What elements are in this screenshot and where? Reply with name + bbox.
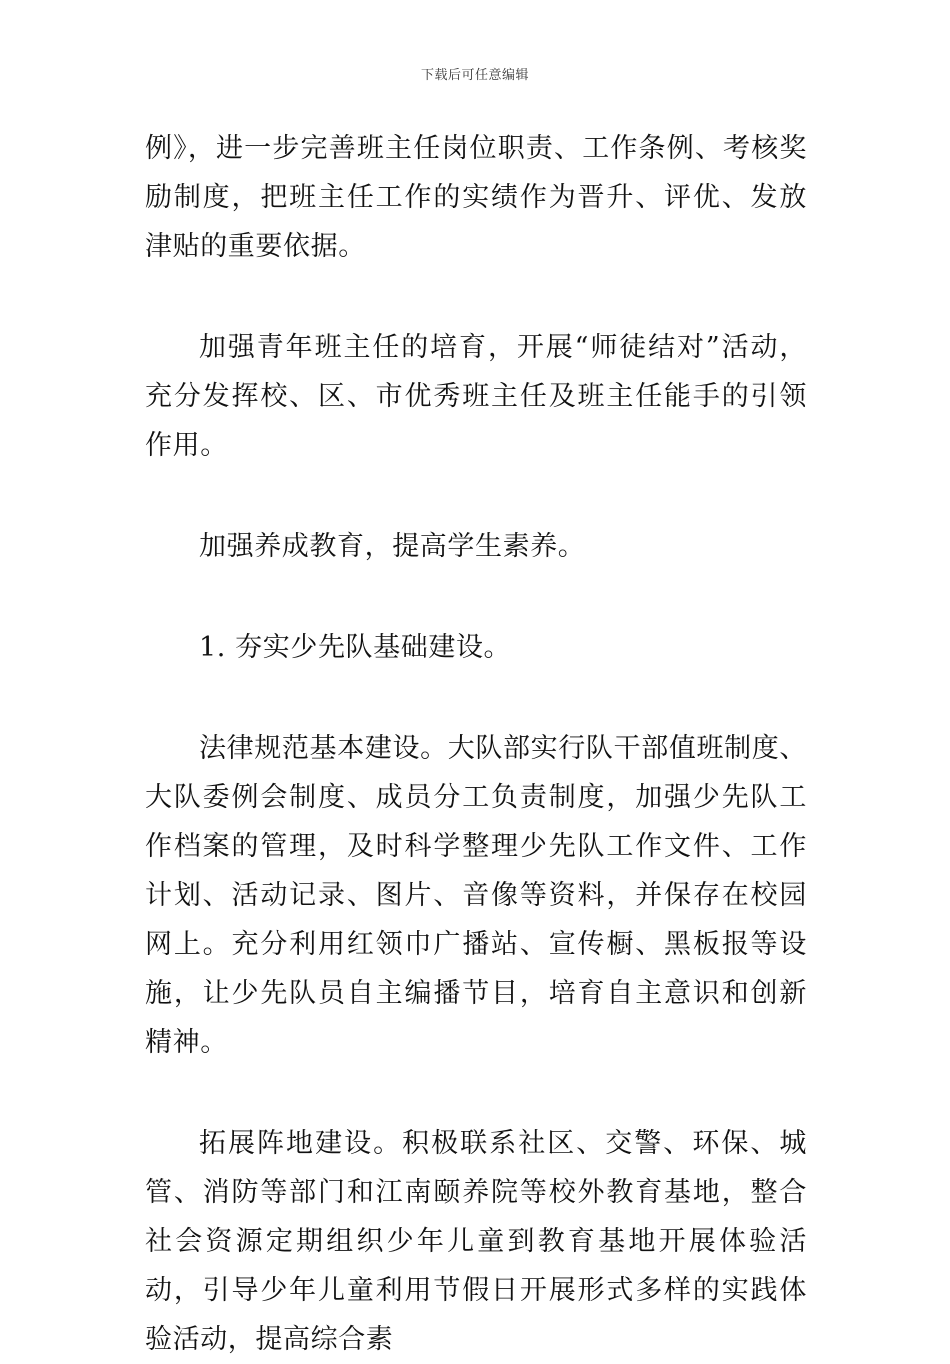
paragraph-base-expansion: 拓展阵地建设。积极联系社区、交警、环保、城管、消防等部门和江南颐养院等校外教育基地，整合社会资源定期组织少年儿童到教育基地开展体验活动，引导少年儿童利用节假日开展形式多样的实践体验活动，提高综合素 xyxy=(145,1128,807,1355)
paragraph-young-teachers: 加强青年班主任的培育，开展“师徒结对”活动，充分发挥校、区、市优秀班主任及班主任能手的引领作用。 xyxy=(145,332,807,461)
document-body xyxy=(145,124,807,1364)
paragraph-pioneer-heading: 1. 夯实少先队基础建设。 xyxy=(199,632,512,663)
paragraph-habit-education: 加强养成教育，提高学生素养。 xyxy=(199,531,586,562)
page-header-note: 下载后可任意编辑 xyxy=(420,68,529,83)
paragraph-continuation: 例》，进一步完善班主任岗位职责、工作条例、考核奖励制度，把班主任工作的实绩作为晋升、评优、发放津贴的重要依据。 xyxy=(145,133,807,262)
paragraph-regulation-building: 法律规范基本建设。大队部实行队干部值班制度、大队委例会制度、成员分工负责制度，加强少先队工作档案的管理，及时科学整理少先队工作文件、工作计划、活动记录、图片、音像等资料，并保存在校园网上。充分利用红领巾广播站、宣传橱、黑板报等设施，让少先队员自主编播节目，培育自主意识和创新精神。 xyxy=(145,733,807,1058)
